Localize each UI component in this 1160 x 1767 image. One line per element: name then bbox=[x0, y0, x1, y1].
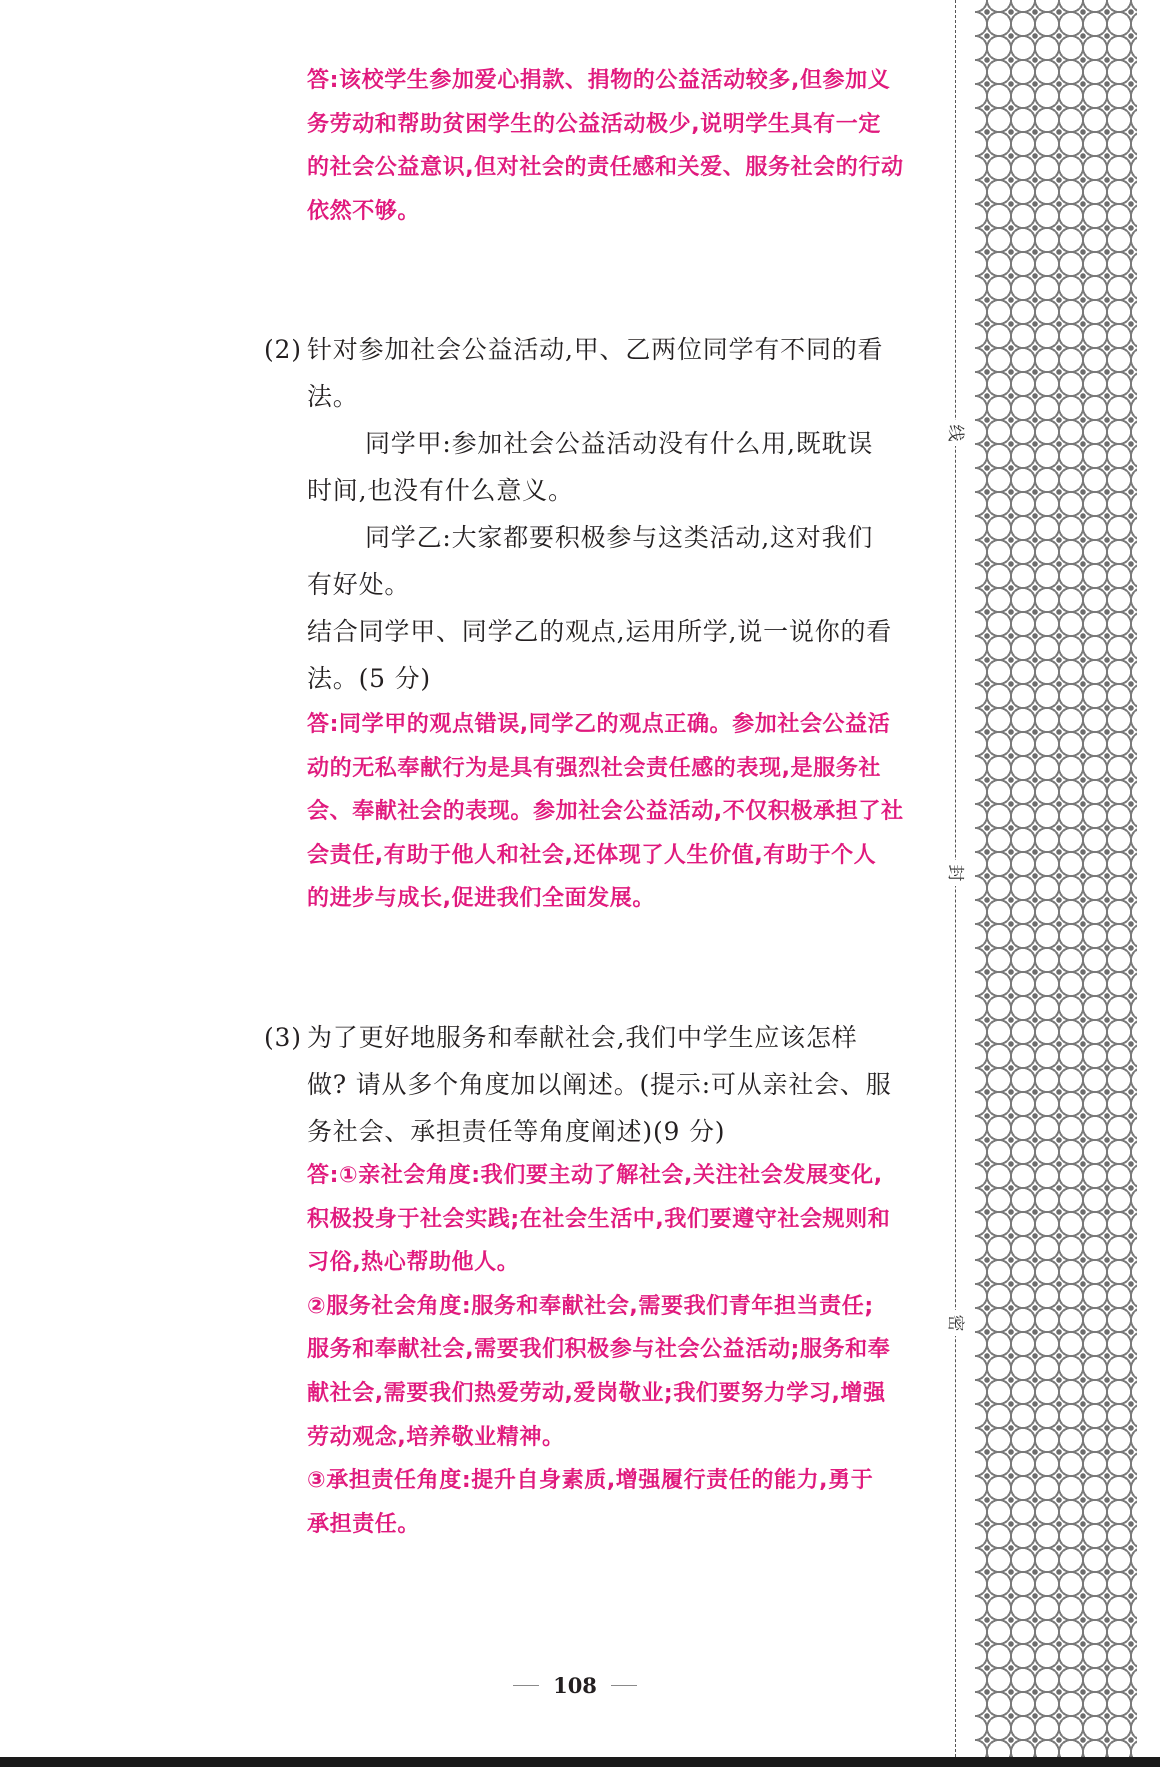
answer-line: 答:该校学生参加爱心捐款、捐物的公益活动较多,但参加义 bbox=[307, 68, 891, 93]
binding-mark-secret: 密 bbox=[942, 1310, 968, 1336]
student-b-opinion: 同学乙:大家都要积极参与这类活动,这对我们 bbox=[365, 523, 874, 552]
question-3 bbox=[264, 1014, 932, 1155]
bottom-border-bar bbox=[0, 1757, 1160, 1767]
page-number-row bbox=[510, 1670, 640, 1700]
question-text: 务社会、承担责任等角度阐述)(9 分) bbox=[307, 1117, 726, 1146]
answer-line: 习俗,热心帮助他人。 bbox=[307, 1250, 520, 1276]
answer-line: ②服务社会角度:服务和奉献社会,需要我们青年担当责任; bbox=[307, 1293, 874, 1319]
page-number: 108 bbox=[553, 1672, 597, 1698]
question-text: 为了更好地服务和奉献社会,我们中学生应该怎样 bbox=[307, 1023, 858, 1052]
question-prompt-cont: 法。(5 分) bbox=[307, 664, 431, 693]
answer-line: 的社会公益意识,但对社会的责任感和关爱、服务社会的行动 bbox=[307, 155, 904, 181]
student-a-opinion: 同学甲:参加社会公益活动没有什么用,既耽误 bbox=[365, 429, 874, 458]
answer-block-2 bbox=[307, 703, 932, 921]
answer-line: 务劳动和帮助贫困学生的公益活动极少,说明学生具有一定 bbox=[307, 111, 881, 137]
answer-line: 的进步与成长,促进我们全面发展。 bbox=[307, 886, 655, 912]
answer-line: ③承担责任角度:提升自身素质,增强履行责任的能力,勇于 bbox=[307, 1468, 874, 1494]
page-number-dash-right bbox=[611, 1685, 637, 1686]
student-a-opinion-cont: 时间,也没有什么意义。 bbox=[307, 476, 574, 505]
question-number: (2) bbox=[264, 335, 302, 364]
question-2 bbox=[264, 326, 932, 702]
answer-line: 答:同学甲的观点错误,同学乙的观点正确。参加社会公益活 bbox=[307, 712, 891, 737]
question-prompt: 结合同学甲、同学乙的观点,运用所学,说一说你的看 bbox=[307, 617, 893, 646]
answer-line: 动的无私奉献行为是具有强烈社会责任感的表现,是服务社 bbox=[307, 755, 881, 781]
page-number-dash-left bbox=[513, 1685, 539, 1686]
answer-line: 会、奉献社会的表现。参加社会公益活动,不仅积极承担了社 bbox=[307, 799, 904, 825]
decorative-margin-pattern bbox=[975, 0, 1137, 1767]
answer-line: 积极投身于社会实践;在社会生活中,我们要遵守社会规则和 bbox=[307, 1206, 891, 1232]
answer-line: 承担责任。 bbox=[307, 1511, 421, 1537]
student-b-opinion-cont: 有好处。 bbox=[307, 570, 411, 599]
answer-line: 答:①亲社会角度:我们要主动了解社会,关注社会发展变化, bbox=[307, 1163, 883, 1188]
binding-mark-seal: 封 bbox=[942, 860, 968, 886]
answer-block-1 bbox=[307, 59, 932, 233]
question-2-line-1 bbox=[264, 326, 932, 373]
answer-line: 服务和奉献社会,需要我们积极参与社会公益活动;服务和奉 bbox=[307, 1337, 891, 1363]
binding-mark-line: 线 bbox=[942, 420, 968, 446]
answer-line: 会责任,有助于他人和社会,还体现了人生价值,有助于个人 bbox=[307, 842, 877, 868]
answer-line: 献社会,需要我们热爱劳动,爱岗敬业;我们要努力学习,增强 bbox=[307, 1380, 886, 1406]
answer-line: 劳动观念,培养敬业精神。 bbox=[307, 1424, 565, 1450]
question-3-line-1 bbox=[264, 1014, 932, 1061]
question-text: 法。 bbox=[307, 382, 359, 411]
question-number: (3) bbox=[264, 1023, 302, 1052]
answer-block-3 bbox=[307, 1154, 932, 1546]
question-text: 针对参加社会公益活动,甲、乙两位同学有不同的看 bbox=[307, 335, 884, 364]
question-text: 做? 请从多个角度加以阐述。(提示:可从亲社会、服 bbox=[307, 1070, 892, 1099]
answer-line: 依然不够。 bbox=[307, 198, 421, 224]
